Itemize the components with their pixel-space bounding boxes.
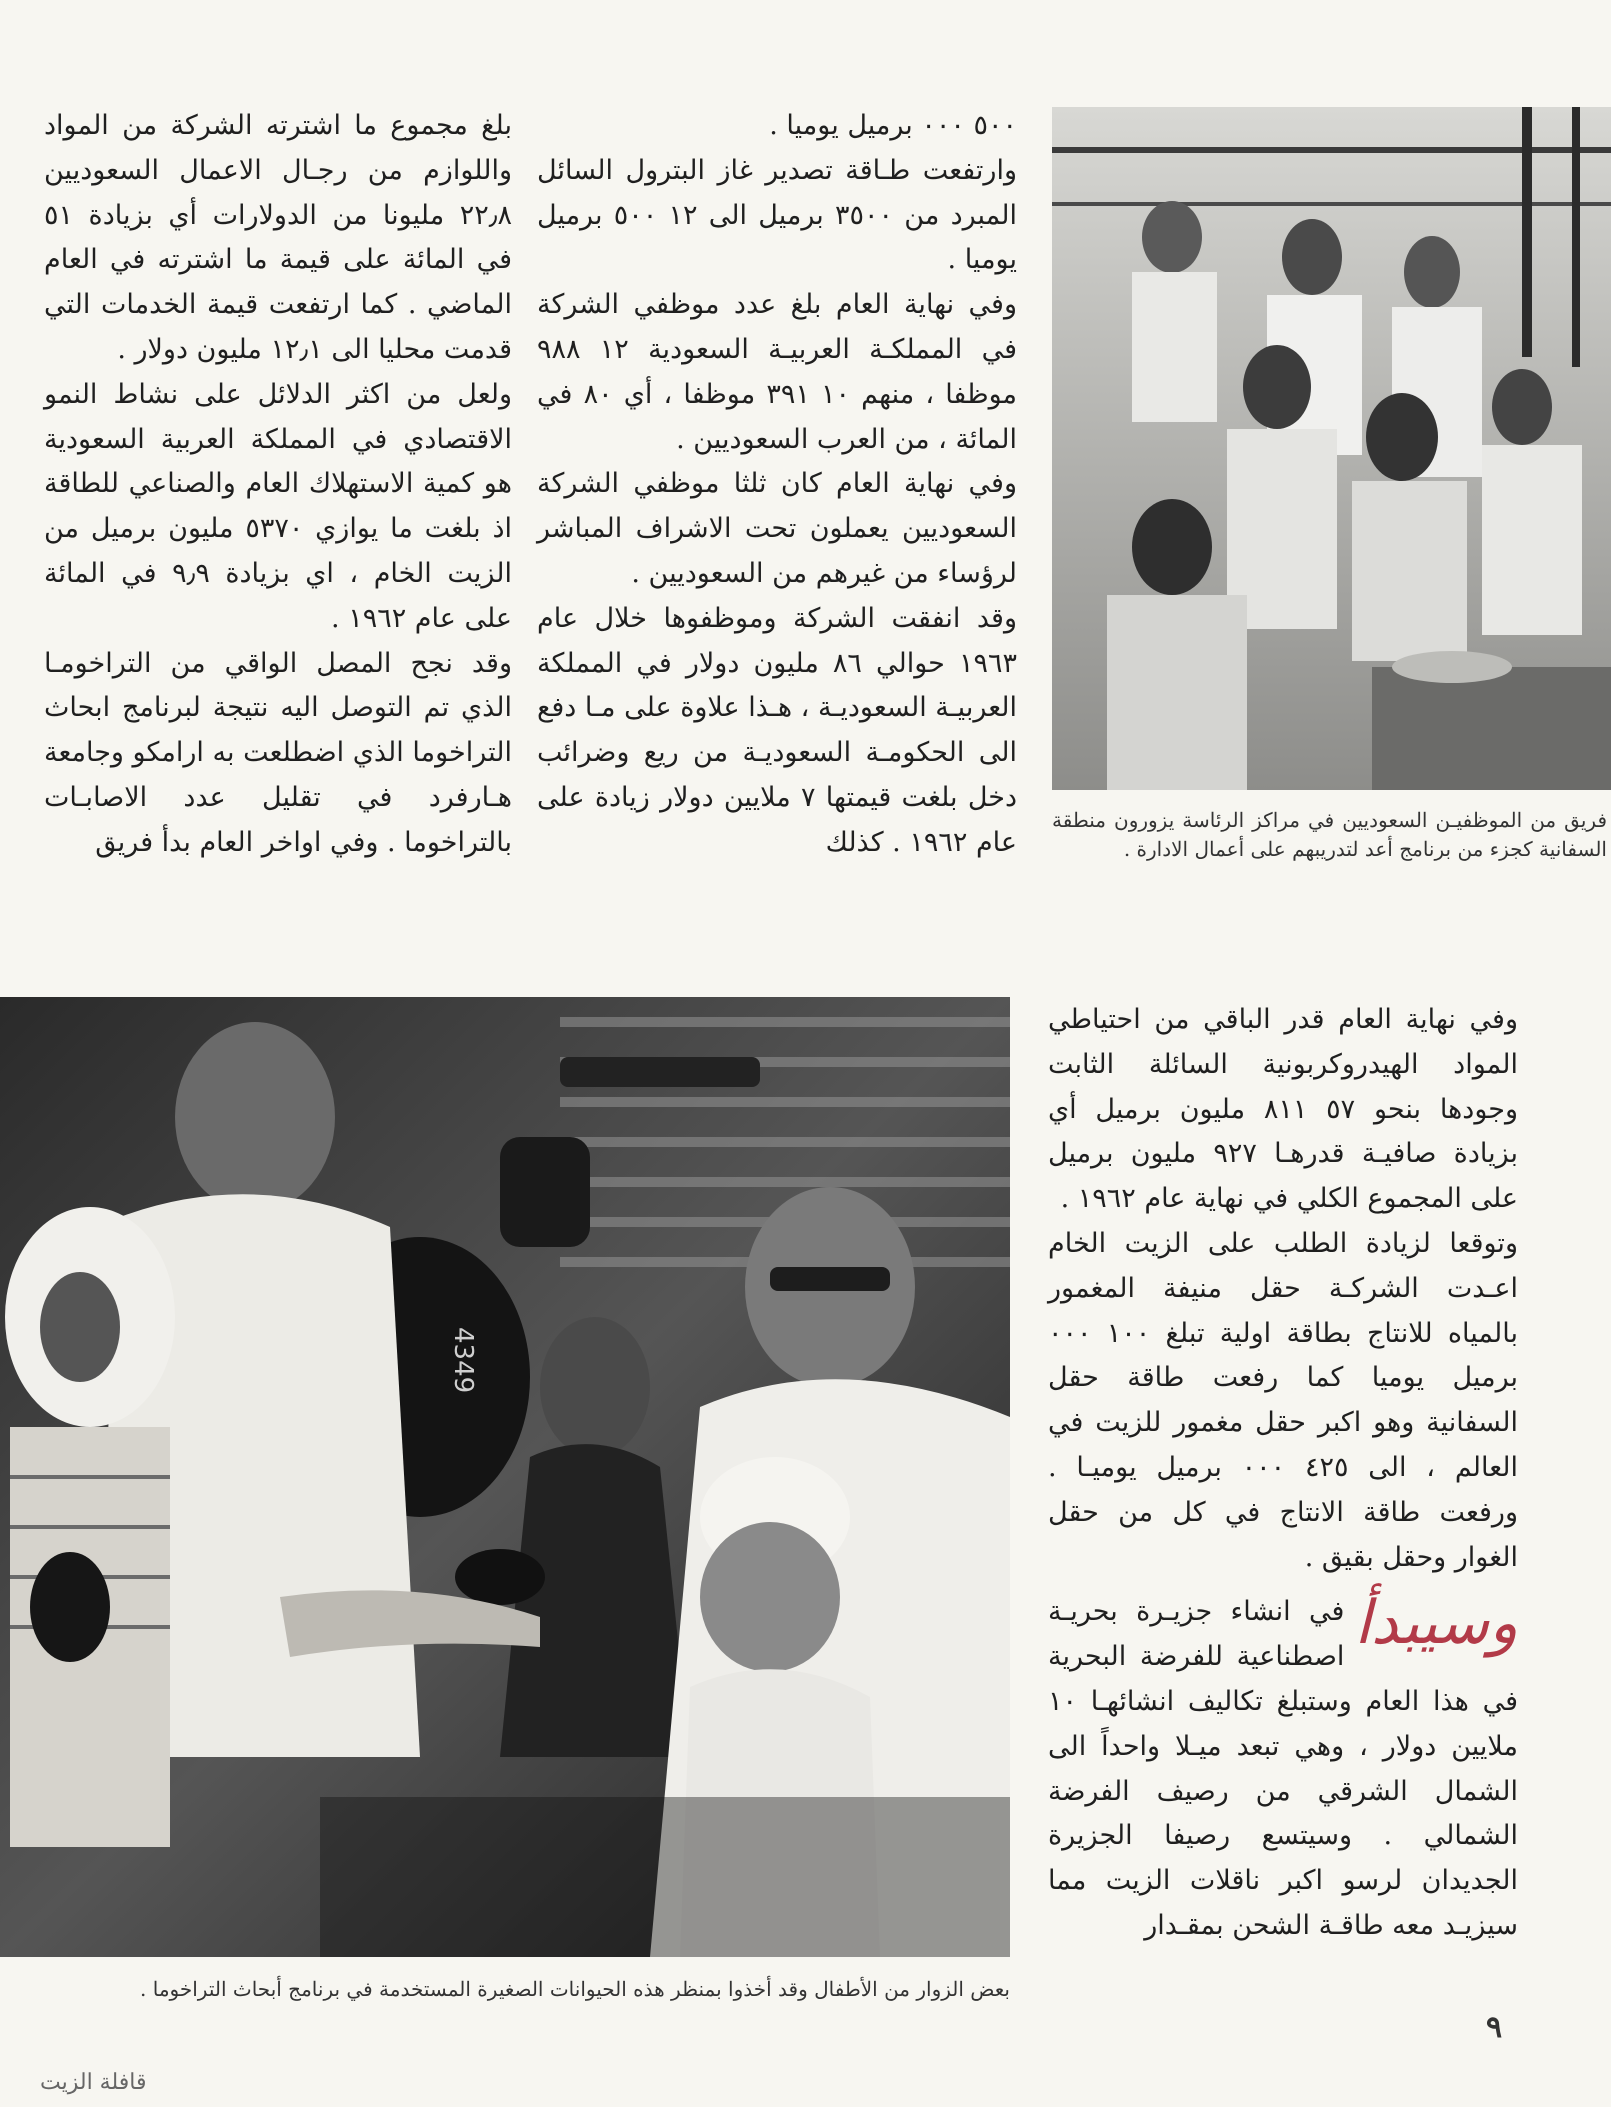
paragraph: وقد نجح المصل الواقي من التراخومـا الذي تم التوصل اليه نتيجة لبرنامج ابحاث التراخوما الذي اضطلعت به ارامكو وجامعة هـارفرد في تقليل عدد الاصابـات بالتراخوما . وفي اواخر العام بدأ فريق — [44, 647, 512, 858]
dropcap-paragraph — [1048, 1590, 1518, 1948]
photo-children-trachoma-research — [0, 997, 1010, 1957]
paragraph: وفي نهاية العام قدر الباقي من احتياطي المواد الهيدروكربونية السائلة الثابت وجودها بنحو ٥٧ ٨١١ مليون برميل أي بزيادة صافيـة قدرهـا ٩٢٧ مليون برميل على المجموع الكلي في نهاية عام ١٩٦٢ . — [1048, 1004, 1518, 1215]
bottom-photo-caption: بعض الزوار من الأطفال وقد أخذوا بمنظر هذه الحيوانات الصغيرة المستخدمة في برنامج أبحاث التراخوما . — [140, 1977, 1010, 2001]
article-column-middle-top — [537, 104, 1017, 866]
footer-magazine-title: قافلة الزيت — [40, 2070, 147, 2095]
photo-illustration — [1052, 107, 1611, 790]
page-number: ٩ — [1486, 2010, 1503, 2045]
paragraph: وارتفعت طـاقة تصدير غاز البترول السائل المبرد من ٣٥٠٠ برميل الى ١٢ ٥٠٠ برميل يوميا . — [537, 154, 1017, 276]
photo-illustration — [0, 997, 1010, 1957]
paragraph: بلغ مجموع ما اشترته الشركة من المواد واللوازم من رجـال الاعمال السعوديين ٢٢٫٨ مليونا من الدولارات أي بزيادة ٥١ في المائة على قيمة ما اشترته في العام الماضي . كما ارتفعت قيمة الخدمات التي قدمت محليا الى ١٢٫١ مليون دولار . — [44, 110, 512, 365]
article-column-right-bottom — [1048, 998, 1518, 1949]
paragraph: ٥٠٠ ٠٠٠ برميل يوميا . — [769, 110, 1017, 141]
paragraph: وفي نهاية العام كان ثلثا موظفي الشركة السعوديين يعملون تحت الاشراف المباشر لرؤساء من غيرهم من السعوديين . — [537, 468, 1017, 589]
paragraph: وفي نهاية العام بلغ عدد موظفي الشركة في المملكـة العربيـة السعودية ١٢ ٩٨٨ موظفا ، منهم ١٠ ٣٩١ موظفا ، أي ٨٠ في المائة ، من العرب السعوديين . — [537, 289, 1017, 455]
dropcap-paragraph-text: في انشاء جزيـرة بحريـة اصطناعية للفرضة البحرية في هذا العام وستبلغ تكاليف انشائهـا ١٠ ملايين دولار ، وهي تبعد ميـلا واحداً الى الشمال الشرقي من رصيف الفرضة الشمالي . وسيتسع رصيفا الجزيرة الجديدان لرسو اكبر ناقلات الزيت مما سيزيـد معه طاقـة الشحن بمقـدار — [1048, 1596, 1518, 1941]
microscope-label: 4349 — [448, 1327, 478, 1394]
paragraph: وتوقعا لزيادة الطلب على الزيت الخام اعـدت الشركـة حقل منيفة المغمور بالمياه للانتاج بطاقة اولية تبلغ ١٠٠ ٠٠٠ برميل يوميا كما رفعت طاقة حقل السفانية وهو اكبر حقل مغمور للزيت في العالم ، الى ٤٢٥ ٠٠٠ برميل يوميـا . ورفعت طاقة الانتاج في كل من حقل الغوار وحقل بقيق . — [1048, 1227, 1518, 1573]
article-column-left-top — [44, 104, 512, 866]
paragraph: ولعل من اكثر الدلائل على نشاط النمو الاقتصادي في المملكة العربية السعودية هو كمية الاستهلاك العام والصناعي للطاقة اذ بلغت ما يوازي ٥٣٧٠ مليون برميل من الزيت الخام ، اي بزيادة ٩٫٩ في المائة على عام ١٩٦٢ . — [44, 378, 512, 634]
top-photo-caption: فريق من الموظفيـن السعوديين في مراكز الرئاسة يزورون منطقة السفانية كجزء من برنامج أعد لتدريبهم على أعمال الادارة . — [1052, 808, 1607, 861]
photo-saudi-employees-visit — [1052, 107, 1611, 790]
paragraph: وقد انفقت الشركة وموظفوها خلال عام ١٩٦٣ حوالي ٨٦ مليون دولار في المملكة العربيـة السعوديـة ، هـذا علاوة على مـا دفع الى الحكومـة السعوديـة من ريع وضرائب دخل بلغت قيمتها ٧ ملايين دولار زيادة على عام ١٩٦٢ . كذلك — [537, 602, 1017, 858]
dropcap-word: وسيبدأ — [1354, 1588, 1518, 1659]
